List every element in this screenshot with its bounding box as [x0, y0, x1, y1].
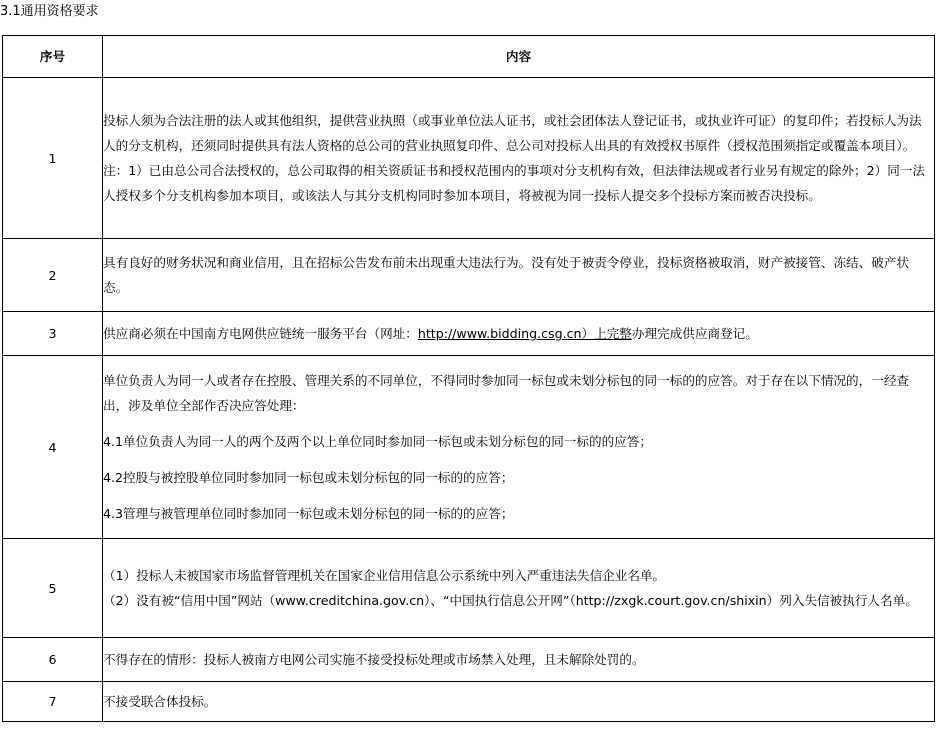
row-subitem: （2）没有被“信用中国”网站（www.creditchina.gov.cn）、“中国执行信息公开网”（http://zxgk.court.gov.cn/shixin）列入失信被执行人名单。: [103, 593, 918, 608]
row-number: 4: [3, 356, 103, 539]
row-text: [103, 321, 934, 346]
platform-url-link[interactable]: http://www.bidding.csg.cn）上完整: [417, 326, 632, 341]
header-no: 序号: [3, 36, 103, 78]
row-content: [103, 539, 935, 638]
table-row: [3, 312, 935, 356]
table-row: [3, 356, 935, 539]
row-subitem: 4.3管理与被管理单位同时参加同一标包或未划分标包的同一标的的应答；: [103, 506, 514, 521]
row-text-suffix: 办理完成供应商登记。: [631, 326, 758, 341]
requirements-table: [2, 35, 935, 722]
row-text: 单位负责人为同一人或者存在控股、管理关系的不同单位，不得同时参加同一标包或未划分标包的同一标的的应答。对于存在以下情况的，一经查出，涉及单位全部作否决应答处理：: [103, 373, 909, 413]
row-number: 1: [3, 78, 103, 239]
row-text: 具有良好的财务状况和商业信用，且在招标公告发布前未出现重大违法行为。没有处于被责令停业，投标资格被取消，财产被接管、冻结、破产状态。: [103, 255, 909, 295]
row-subitem: （1）投标人未被国家市场监督管理机关在国家企业信用信息公示系统中列入严重违法失信企业名单。: [103, 568, 666, 583]
row-content: [103, 638, 935, 682]
row-number: 3: [3, 312, 103, 356]
table-row: [3, 638, 935, 682]
header-content: 内容: [103, 36, 935, 78]
row-content: [103, 312, 935, 356]
table-row: [3, 539, 935, 638]
row-number: 2: [3, 239, 103, 312]
row-content: [103, 78, 935, 239]
table-row: [3, 78, 935, 239]
table-row: [3, 682, 935, 722]
table-header-row: [3, 36, 935, 78]
row-text: 投标人须为合法注册的法人或其他组织，提供营业执照（或事业单位法人证书，或社会团体法人登记证书，或执业许可证）的复印件；若投标人为法人的分支机构，还须同时提供具有法人资格的总公司的营业执照复印件、总公司对投标人出具的有效授权书原件（授权范围须指定或覆盖本项目）。注：1）已由总公司合法授权的，总公司取得的相关资质证书和授权范围内的事项对分支机构有效，但法律法规或者行业另有规定的除外；2）同一法人授权多个分支机构参加本项目，或该法人与其分支机构同时参加本项目，将被视为同一投标人提交多个投标方案而被否决投标。: [103, 113, 926, 203]
row-text-prefix: 供应商必须在中国南方电网供应链统一服务平台（网址：: [103, 326, 418, 341]
row-number: 7: [3, 682, 103, 722]
row-content: [103, 356, 935, 539]
row-subitem: 4.1单位负责人为同一人的两个及两个以上单位同时参加同一标包或未划分标包的同一标的的应答；: [103, 434, 652, 449]
row-content: [103, 239, 935, 312]
row-number: 6: [3, 638, 103, 682]
row-content: [103, 682, 935, 722]
row-number: 5: [3, 539, 103, 638]
section-title: 3.1通用资格要求: [0, 4, 99, 19]
row-text: 不接受联合体投标。: [103, 694, 217, 709]
row-text: 不得存在的情形：投标人被南方电网公司实施不接受投标处理或市场禁入处理，且未解除处罚的。: [103, 652, 645, 667]
row-subitem: 4.2控股与被控股单位同时参加同一标包或未划分标包的同一标的的应答；: [103, 470, 514, 485]
table-row: [3, 239, 935, 312]
